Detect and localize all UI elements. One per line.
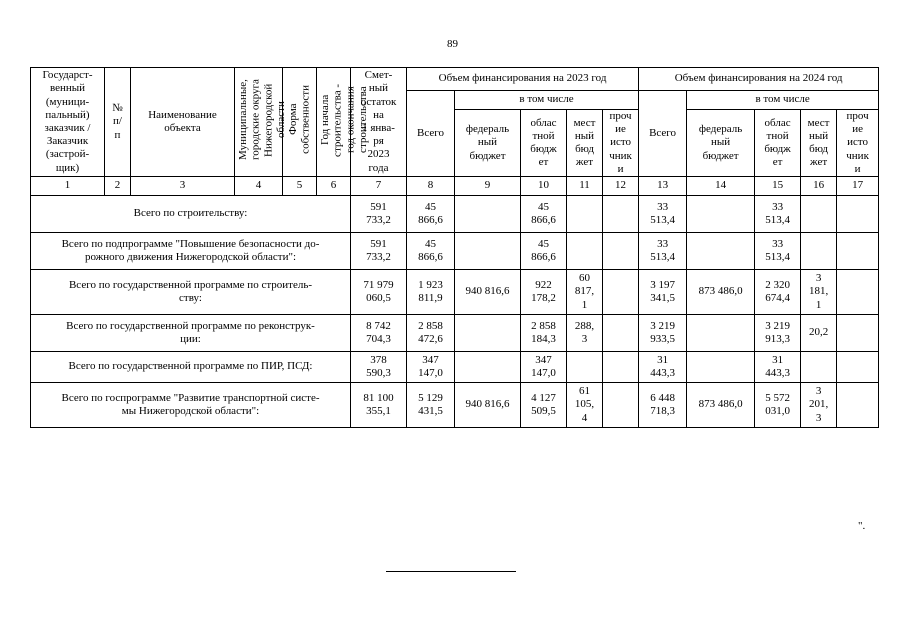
row-value <box>567 351 603 382</box>
row-value: 1 923 811,9 <box>407 269 455 314</box>
row-label: Всего по строительству: <box>31 195 351 232</box>
col-num: 5 <box>283 176 317 195</box>
row-value: 873 486,0 <box>687 269 755 314</box>
row-value <box>603 195 639 232</box>
col-num: 9 <box>455 176 521 195</box>
row-value: 45 866,6 <box>521 232 567 269</box>
row-value <box>567 232 603 269</box>
header-years-text: Год начала строительства - год окончания строительства <box>319 83 369 157</box>
row-value <box>603 351 639 382</box>
row-value: 45 866,6 <box>407 232 455 269</box>
col-num: 4 <box>235 176 283 195</box>
row-value <box>687 232 755 269</box>
column-numbers-row <box>31 176 879 195</box>
row-value: 31 443,3 <box>639 351 687 382</box>
row-value: 3 197 341,5 <box>639 269 687 314</box>
row-value <box>455 195 521 232</box>
col-num: 11 <box>567 176 603 195</box>
row-value: 3 219 933,5 <box>639 314 687 351</box>
header-years <box>317 68 369 177</box>
row-value: 347 147,0 <box>521 351 567 382</box>
row-value: 940 816,6 <box>455 382 521 427</box>
row-value: 33 513,4 <box>639 232 687 269</box>
row-value: 2 858 184,3 <box>521 314 567 351</box>
col-num: 14 <box>687 176 755 195</box>
row-value: 347 147,0 <box>407 351 455 382</box>
header-object-name: Наименование объекта <box>131 68 235 177</box>
header-other-2024: проч ие исто чник и <box>837 110 879 177</box>
row-value: 873 486,0 <box>687 382 755 427</box>
row-value: 5 572 031,0 <box>755 382 801 427</box>
row-label: Всего по государственной программе по реконструк- ции: <box>31 314 351 351</box>
row-label: Всего по государственной программе по строитель- ству: <box>31 269 351 314</box>
row-value <box>455 351 521 382</box>
header-regional-2024: облас тной бюдж ет <box>755 110 801 177</box>
header-estimated-remainder: Смет- ный остаток на 1 янва- ря 2023 года <box>351 68 407 177</box>
row-value <box>801 195 837 232</box>
row-value: 33 513,4 <box>755 232 801 269</box>
row-value <box>603 382 639 427</box>
header-total-2024: Всего <box>639 91 687 177</box>
header-other-2023: проч ие исто чник и <box>603 110 639 177</box>
row-value <box>567 195 603 232</box>
row-value <box>603 269 639 314</box>
row-value <box>687 314 755 351</box>
table-body <box>31 195 879 427</box>
row-value: 922 178,2 <box>521 269 567 314</box>
row-value: 3 201, 3 <box>801 382 837 427</box>
col-num: 15 <box>755 176 801 195</box>
header-fin-2023: Объем финансирования на 2023 год <box>407 68 639 91</box>
footer-rule <box>386 571 516 572</box>
row-value <box>801 351 837 382</box>
col-num: 7 <box>351 176 407 195</box>
financing-table <box>30 67 879 428</box>
header-total-2023: Всего <box>407 91 455 177</box>
row-value <box>837 232 879 269</box>
col-num: 2 <box>105 176 131 195</box>
header-num: № п/ п <box>105 68 131 177</box>
col-num: 17 <box>837 176 879 195</box>
header-municipality <box>235 68 287 177</box>
header-including-2024: в том числе <box>687 91 879 110</box>
row-value <box>603 232 639 269</box>
row-value <box>455 314 521 351</box>
row-value: 5 129 431,5 <box>407 382 455 427</box>
row-value <box>837 351 879 382</box>
row-value: 3 219 913,3 <box>755 314 801 351</box>
header-fin-2024: Объем финансирования на 2024 год <box>639 68 879 91</box>
row-value: 33 513,4 <box>755 195 801 232</box>
col-num: 3 <box>131 176 235 195</box>
row-value <box>837 269 879 314</box>
row-value <box>837 382 879 427</box>
header-federal-2024: федераль ный бюджет <box>687 110 755 177</box>
header-federal-2023: федераль ный бюджет <box>455 110 521 177</box>
row-value: 940 816,6 <box>455 269 521 314</box>
col-num: 8 <box>407 176 455 195</box>
row-value: 591 733,2 <box>351 232 407 269</box>
table-row <box>31 195 879 232</box>
header-municipality-text: Муниципальные, городские округа Нижегородской области <box>237 79 287 161</box>
row-value: 31 443,3 <box>755 351 801 382</box>
row-value: 81 100 355,1 <box>351 382 407 427</box>
header-row-1 <box>31 68 879 91</box>
table-row <box>31 351 879 382</box>
header-customer: Государст- венный (муници- пальный) заказчик / Заказчик (застрой- щик) <box>31 68 105 177</box>
header-regional-2023: облас тной бюдж ет <box>521 110 567 177</box>
row-value: 2 320 674,4 <box>755 269 801 314</box>
row-value: 20,2 <box>801 314 837 351</box>
col-num: 1 <box>31 176 105 195</box>
header-local-2024: мест ный бюд жет <box>801 110 837 177</box>
page-number: 89 <box>447 38 458 50</box>
row-value <box>687 195 755 232</box>
row-value: 3 181, 1 <box>801 269 837 314</box>
header-including-2023: в том числе <box>455 91 639 110</box>
header-local-2023: мест ный бюд жет <box>567 110 603 177</box>
row-label: Всего по госпрограмме "Развитие транспортной систе- мы Нижегородской области": <box>31 382 351 427</box>
row-value <box>687 351 755 382</box>
row-value: 45 866,6 <box>407 195 455 232</box>
row-value <box>837 195 879 232</box>
row-value: 2 858 472,6 <box>407 314 455 351</box>
row-value: 6 448 718,3 <box>639 382 687 427</box>
table-row <box>31 314 879 351</box>
row-value: 61 105, 4 <box>567 382 603 427</box>
row-value <box>455 232 521 269</box>
closing-quote: ". <box>858 520 866 532</box>
row-label: Всего по государственной программе по ПИР, ПСД: <box>31 351 351 382</box>
row-value: 4 127 509,5 <box>521 382 567 427</box>
table-row <box>31 382 879 427</box>
col-num: 13 <box>639 176 687 195</box>
col-num: 16 <box>801 176 837 195</box>
row-value: 591 733,2 <box>351 195 407 232</box>
header-ownership <box>283 68 317 177</box>
row-value: 288, 3 <box>567 314 603 351</box>
row-value <box>837 314 879 351</box>
row-value: 71 979 060,5 <box>351 269 407 314</box>
row-value: 33 513,4 <box>639 195 687 232</box>
row-value <box>801 232 837 269</box>
row-value <box>603 314 639 351</box>
row-value: 8 742 704,3 <box>351 314 407 351</box>
col-num: 10 <box>521 176 567 195</box>
table-row <box>31 232 879 269</box>
row-value: 60 817, 1 <box>567 269 603 314</box>
table-row <box>31 269 879 314</box>
header-ownership-text: Форма собственности <box>286 85 312 155</box>
col-num: 12 <box>603 176 639 195</box>
col-num: 6 <box>317 176 351 195</box>
row-value: 378 590,3 <box>351 351 407 382</box>
row-label: Всего по подпрограмме "Повышение безопасности до- рожного движения Нижегородской области": <box>31 232 351 269</box>
row-value: 45 866,6 <box>521 195 567 232</box>
